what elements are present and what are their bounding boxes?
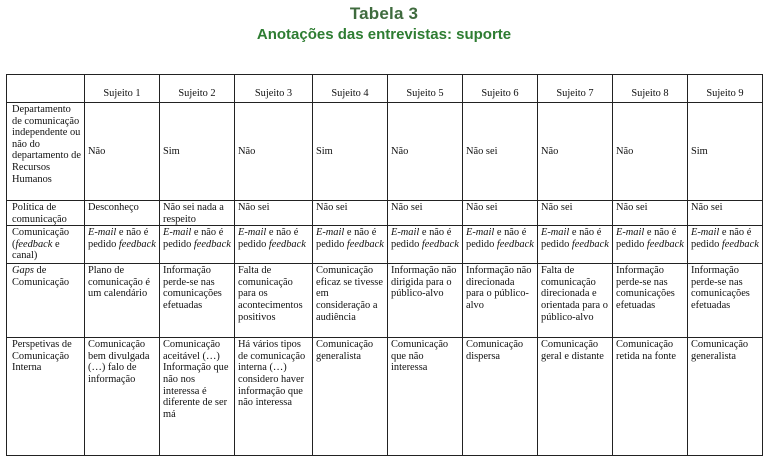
column-header: Sujeito 7 (538, 75, 613, 103)
column-header: Sujeito 5 (388, 75, 463, 103)
table-cell: Informação perde-se nas comunicações efetuadas (613, 264, 688, 338)
table-cell: Sim (688, 103, 763, 201)
table-cell: Não sei (688, 201, 763, 226)
table-cell: Comunicação aceitável (…) Informação que não nos interessa é diferente de ser má (160, 338, 235, 456)
header-corner-cell (7, 75, 85, 103)
table-cell: Comunicação geral e distante (538, 338, 613, 456)
table-cell: Não sei (463, 103, 538, 201)
interview-table (6, 74, 763, 456)
row-label-politica: Política de comunicação (7, 201, 85, 226)
table-caption (0, 4, 768, 44)
table-cell: E-mail e não é pedido feedback (85, 226, 160, 264)
column-header: Sujeito 4 (313, 75, 388, 103)
table-cell: Sim (160, 103, 235, 201)
row-label-departamento: Departamento de comunicação independente ou não do departamento de Recursos Humanos (7, 103, 85, 201)
table-cell: Falta de comunicação direcionada e orientada para o público-alvo (538, 264, 613, 338)
row-label-perspetivas: Perspetivas de Comunicação Interna (7, 338, 85, 456)
table-cell: E-mail e não é pedido feedback (313, 226, 388, 264)
header-row (7, 75, 763, 103)
column-header: Sujeito 9 (688, 75, 763, 103)
table-cell: Não (613, 103, 688, 201)
table-cell: Informação perde-se nas comunicações efetuadas (688, 264, 763, 338)
table-cell: Desconheço (85, 201, 160, 226)
table-cell: Não sei (538, 201, 613, 226)
table-cell: Comunicação eficaz se tivesse em consideração a audiência (313, 264, 388, 338)
table-cell: Sim (313, 103, 388, 201)
table-cell: E-mail e não é pedido feedback (388, 226, 463, 264)
table-row (7, 226, 763, 264)
column-header: Sujeito 2 (160, 75, 235, 103)
table-cell: Não sei (613, 201, 688, 226)
table-cell: Há vários tipos de comunicação interna (…) considero haver informação que não interessa (235, 338, 313, 456)
table-cell: Comunicação generalista (688, 338, 763, 456)
table-cell: E-mail e não é pedido feedback (613, 226, 688, 264)
table-cell: Informação perde-se nas comunicações efetuadas (160, 264, 235, 338)
table-cell: Não sei (313, 201, 388, 226)
table-cell: E-mail e não é pedido feedback (463, 226, 538, 264)
table-cell: Não (235, 103, 313, 201)
table-cell: Comunicação bem divulgada (…) falo de informação (85, 338, 160, 456)
table-row (7, 338, 763, 456)
table-title: Tabela 3 (349, 4, 419, 23)
table-cell: Não sei (463, 201, 538, 226)
table-cell: Comunicação que não interessa (388, 338, 463, 456)
table-cell: Não (85, 103, 160, 201)
table-cell: Não (538, 103, 613, 201)
table-cell: Comunicação dispersa (463, 338, 538, 456)
table-cell: Falta de comunicação para os acontecimentos positivos (235, 264, 313, 338)
row-label-gaps: Gaps de Comunicação (7, 264, 85, 338)
table-cell: Não sei (235, 201, 313, 226)
row-label-comunicacao: Comunicação (feedback e canal) (7, 226, 85, 264)
table-cell: Comunicação generalista (313, 338, 388, 456)
column-header: Sujeito 1 (85, 75, 160, 103)
table-cell: Informação não dirigida para o público-alvo (388, 264, 463, 338)
table-cell: Não (388, 103, 463, 201)
table-cell: Comunicação retida na fonte (613, 338, 688, 456)
table-cell: Não sei (388, 201, 463, 226)
table-row (7, 201, 763, 226)
column-header: Sujeito 3 (235, 75, 313, 103)
table-row (7, 264, 763, 338)
table-cell: Não sei nada a respeito (160, 201, 235, 226)
table-cell: E-mail e não é pedido feedback (688, 226, 763, 264)
column-header: Sujeito 6 (463, 75, 538, 103)
table-subtitle: Anotações das entrevistas: suporte (256, 26, 512, 43)
table-row (7, 103, 763, 201)
column-header: Sujeito 8 (613, 75, 688, 103)
table-cell: E-mail e não é pedido feedback (538, 226, 613, 264)
table-cell: E-mail e não é pedido feedback (235, 226, 313, 264)
table-cell: E-mail e não é pedido feedback (160, 226, 235, 264)
table-cell: Plano de comunicação é um calendário (85, 264, 160, 338)
table-cell: Informação não direcionada para o público-alvo (463, 264, 538, 338)
